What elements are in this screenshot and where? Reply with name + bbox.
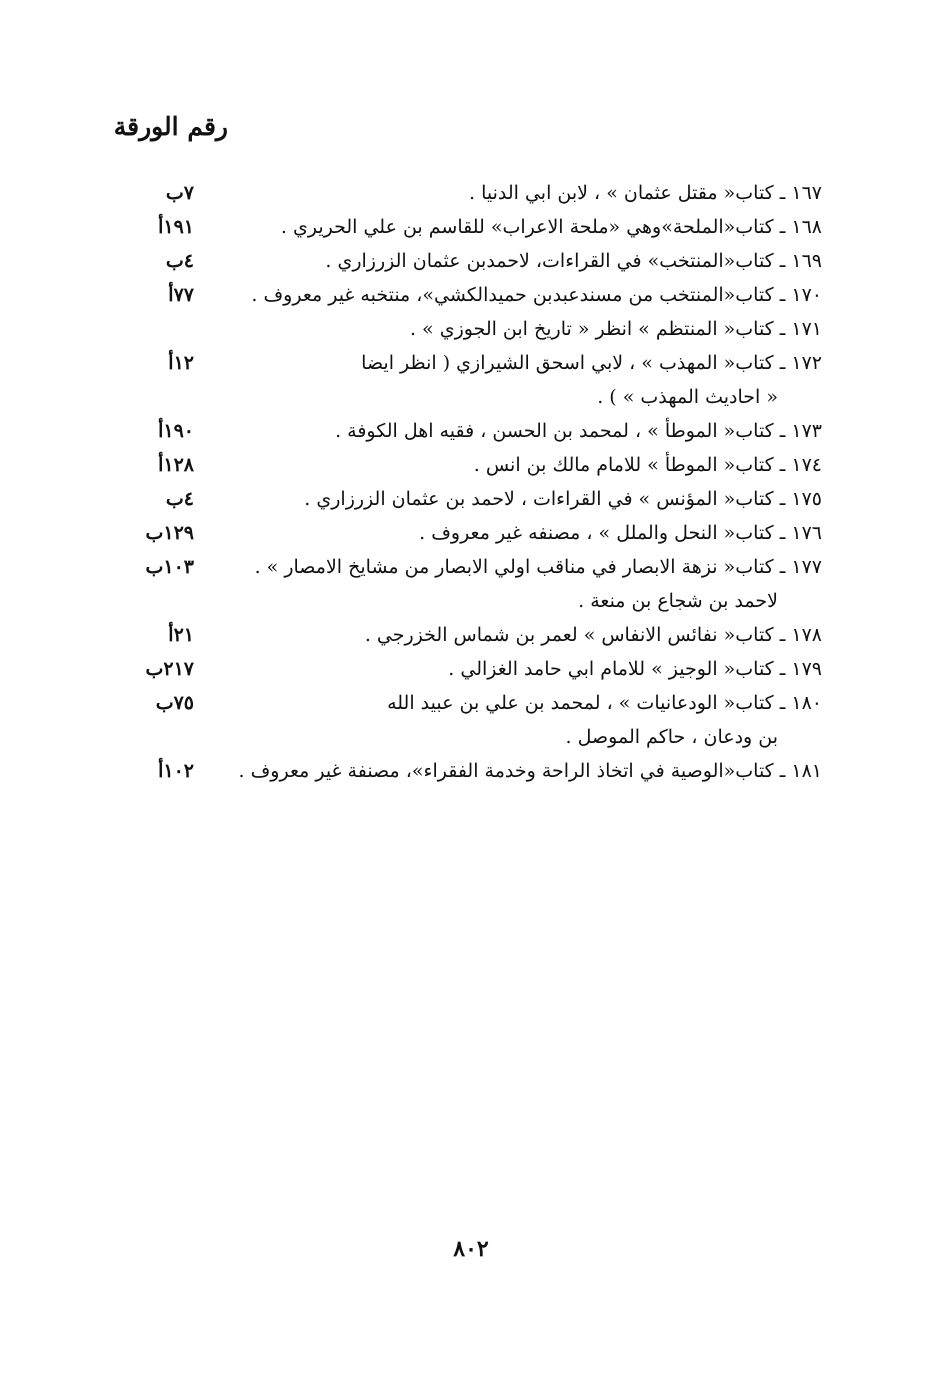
folio-number: ٤ب <box>165 250 194 272</box>
entry-text: ١٧٧ ـ كتاب« نزهة الابصار في مناقب اولي الابصار من مشايخ الامصار » . <box>254 556 822 578</box>
entry-text: ١٧٤ ـ كتاب« الموطأ » للامام مالك بن انس . <box>473 454 822 476</box>
entry-line <box>130 516 822 550</box>
entry-text: لاحمد بن شجاع بن منعة . <box>578 590 778 612</box>
folio-number: ١٢أ <box>168 352 194 374</box>
folio-number: ٧٥ب <box>155 692 194 714</box>
entry-line <box>130 244 822 278</box>
folio-number: ١٠٣ب <box>145 556 194 578</box>
entry-line <box>130 278 822 312</box>
entry-text: ١٧٨ ـ كتاب« نفائس الانفاس » لعمر بن شماس الخزرجي . <box>364 624 822 646</box>
entry-text: ١٧٩ ـ كتاب« الوجيز » للامام ابي حامد الغزالي . <box>448 658 822 680</box>
entry-line <box>130 414 822 448</box>
folio-number: ٧ب <box>165 182 194 204</box>
entry-line <box>130 482 822 516</box>
folio-number: ١٢٩ب <box>145 522 194 544</box>
entry-text: ١٧٥ ـ كتاب« المؤنس » في القراءات ، لاحمد بن عثمان الزرزاري . <box>304 488 822 510</box>
page-number: ٨٠٢ <box>453 1236 489 1262</box>
entry-text: ١٧٣ ـ كتاب« الموطأ » ، لمحمد بن الحسن ، فقيه اهل الكوفة . <box>335 420 822 442</box>
entry-text: ١٧٢ ـ كتاب« المهذب » ، لابي اسحق الشيرازي ( انظر ايضا <box>361 352 822 374</box>
folio-number: ١٩٠أ <box>158 420 194 442</box>
entry-text: ١٧٦ ـ كتاب« النحل والملل » ، مصنفه غير معروف . <box>419 522 822 544</box>
entry-continuation-line <box>130 720 822 754</box>
entry-line <box>130 346 822 380</box>
entry-continuation-line <box>130 380 822 414</box>
entry-text: « احاديث المهذب » ) . <box>597 386 778 408</box>
entry-text: ١٨١ ـ كتاب«الوصية في اتخاذ الراحة وخدمة الفقراء»، مصنفة غير معروف . <box>238 760 822 782</box>
entry-text: ١٦٨ ـ كتاب«الملحة»وهي «ملحة الاعراب» للقاسم بن علي الحريري . <box>280 216 822 238</box>
entry-line <box>130 652 822 686</box>
entry-text: ١٦٧ ـ كتاب« مقتل عثمان » ، لابن ابي الدنيا . <box>468 182 822 204</box>
folio-number: ٢١٧ب <box>145 658 194 680</box>
entry-text: ١٧١ ـ كتاب« المنتظم » انظر « تاريخ ابن الجوزي » . <box>409 318 822 340</box>
folio-column-heading: رقم الورقة <box>113 112 228 141</box>
folio-number: ٧٧أ <box>168 284 194 306</box>
folio-number: ٢١أ <box>168 624 194 646</box>
entry-line <box>130 448 822 482</box>
manuscript-entry-list <box>130 176 822 788</box>
folio-number: ١٢٨أ <box>158 454 194 476</box>
entry-line <box>130 312 822 346</box>
entry-line <box>130 754 822 788</box>
entry-line <box>130 618 822 652</box>
entry-text: بن ودعان ، حاكم الموصل . <box>565 726 778 748</box>
folio-number: ٤ب <box>165 488 194 510</box>
entry-text: ١٦٩ ـ كتاب«المنتخب» في القراءات، لاحمدبن عثمان الزرزاري . <box>325 250 822 272</box>
entry-line <box>130 210 822 244</box>
entry-continuation-line <box>130 584 822 618</box>
entry-text: ١٨٠ ـ كتاب« الودعانيات » ، لمحمد بن علي بن عبيد الله <box>387 692 822 714</box>
folio-number: ١٩١أ <box>158 216 194 238</box>
entry-text: ١٧٠ ـ كتاب«المنتخب من مسندعبدبن حميدالكشي»، منتخبه غير معروف . <box>251 284 822 306</box>
entry-line <box>130 176 822 210</box>
folio-number: ١٠٢أ <box>158 760 194 782</box>
entry-line <box>130 550 822 584</box>
entry-line <box>130 686 822 720</box>
